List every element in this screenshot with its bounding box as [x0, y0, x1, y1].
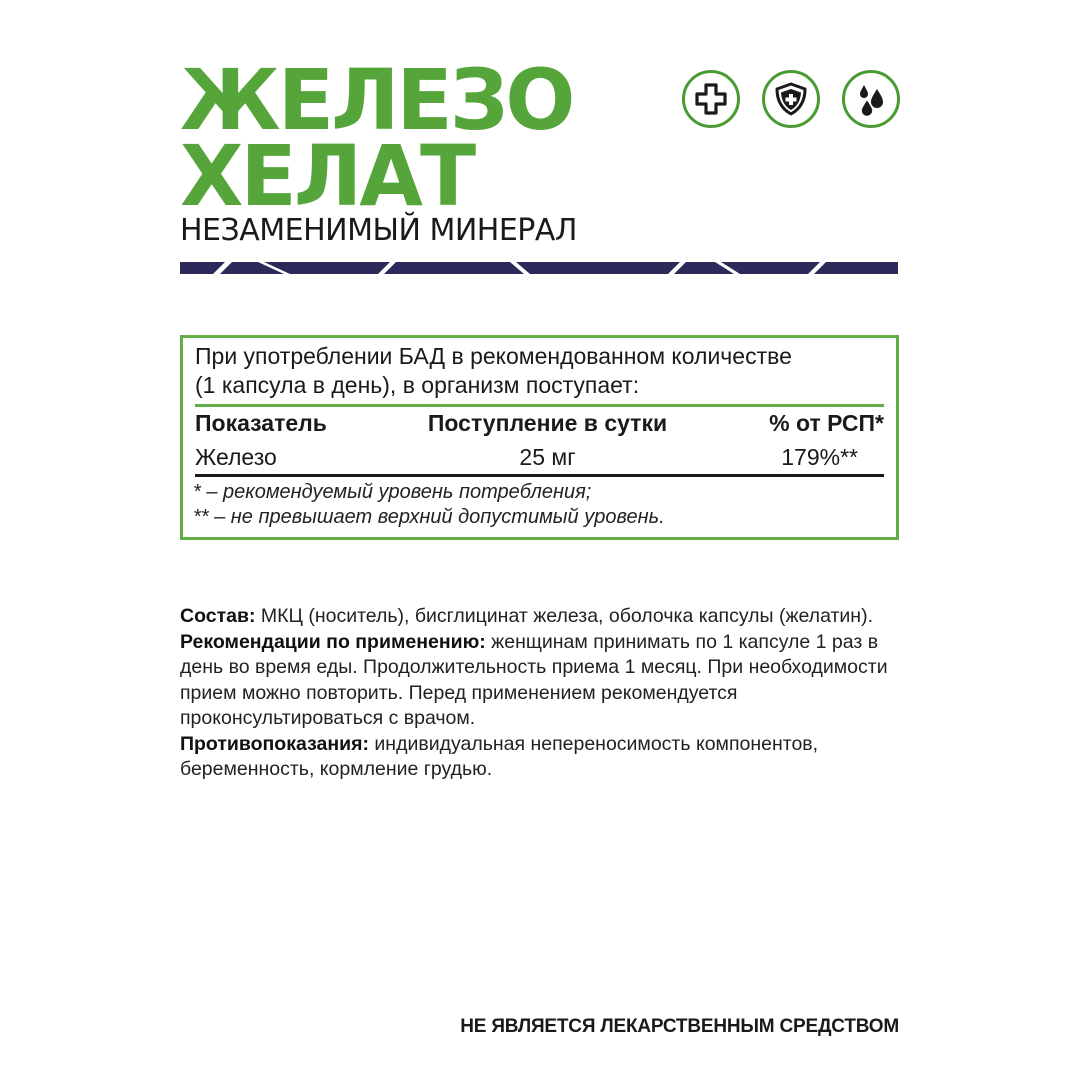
usage-paragraph — [180, 630, 900, 732]
intro-line-1: При употреблении БАД в рекомендованном количестве — [195, 343, 792, 369]
decorative-band — [180, 262, 898, 274]
title-line-1: ЖЕЛЕЗО — [180, 51, 573, 149]
footnote-2: ** – не превышает верхний допустимый уровень. — [193, 506, 665, 528]
intro-text — [195, 342, 895, 400]
disclaimer: НЕ ЯВЛЯЕТСЯ ЛЕКАРСТВЕННЫМ СРЕДСТВОМ — [460, 1016, 899, 1037]
table-row — [195, 444, 884, 474]
row-daily-value: 25 мг — [519, 444, 576, 470]
column-rsp-percent: % от РСП* — [769, 410, 884, 436]
shield-plus-icon — [762, 70, 820, 128]
medical-cross-icon — [682, 70, 740, 128]
feature-icons — [682, 70, 900, 128]
composition-paragraph — [180, 604, 900, 630]
footnote-1: * – рекомендуемый уровень потребления; — [193, 481, 592, 503]
header-divider — [195, 404, 884, 407]
usage-text: женщинам принимать по 1 капсуле 1 раз в день во время еды. Продолжительность приема 1 месяц. При необходимости прием можно повторить. Перед применением рекомендуется проконсультироваться с врачом. — [180, 630, 888, 729]
contraindications-paragraph — [180, 732, 900, 783]
composition-text: МКЦ (носитель), бисглицинат железа, оболочка капсулы (желатин). — [255, 605, 873, 627]
column-indicator: Показатель — [195, 410, 327, 436]
usage-label: Рекомендации по применению: — [180, 630, 486, 653]
table-header — [195, 410, 884, 440]
contraindications-label: Противопоказания: — [180, 732, 369, 755]
contraindications-text: индивидуальная непереносимость компонентов, беременность, кормление грудью. — [180, 732, 819, 780]
product-subtitle: НЕЗАМЕНИМЫЙ МИНЕРАЛ — [180, 213, 577, 248]
column-daily-intake: Поступление в сутки — [427, 410, 668, 436]
product-title — [180, 51, 573, 225]
intro-line-2: (1 капсула в день), в организм поступает: — [195, 372, 640, 398]
water-drops-icon — [842, 70, 900, 128]
product-description — [180, 604, 900, 783]
row-indicator-name: Железо — [195, 444, 277, 470]
nutrition-info-box — [180, 335, 899, 540]
composition-label: Состав: — [180, 605, 256, 627]
title-line-2: ХЕЛАТ — [180, 127, 474, 225]
row-percent-value: 179%** — [781, 444, 858, 470]
footnotes — [193, 480, 665, 530]
table-bottom-divider — [195, 474, 884, 477]
